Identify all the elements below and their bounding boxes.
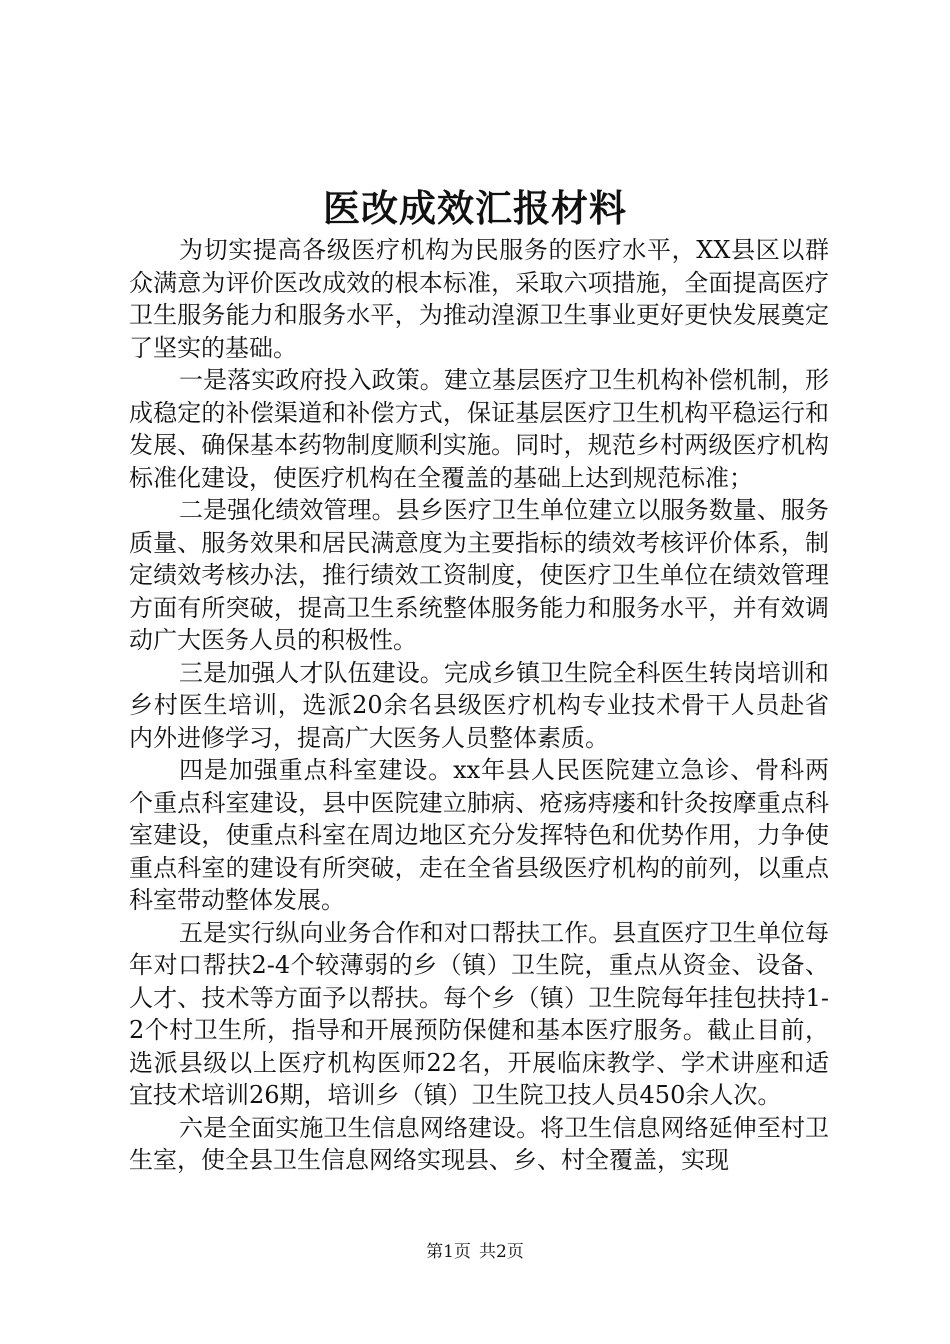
paragraph-measure-1: 一是落实政府投入政策。建立基层医疗卫生机构补偿机制，形成稳定的补偿渠道和补偿方式，保证基层医疗卫生机构平稳运行和发展、确保基本药物制度顺利实施。同时，规范乡村两级医疗机构标准化建设，使医疗机构在全覆盖的基础上达到规范标准； bbox=[129, 366, 829, 492]
document-title: 医改成效汇报材料 bbox=[323, 186, 627, 230]
page-footer bbox=[0, 1240, 950, 1264]
paragraph-intro: 为切实提高各级医疗机构为民服务的医疗水平，XX县区以群众满意为评价医改成效的根本标准，采取六项措施，全面提高医疗卫生服务能力和服务水平，为推动湟源卫生事业更好更快发展奠定了坚实的基础。 bbox=[129, 236, 829, 362]
paragraph-measure-4: 四是加强重点科室建设。xx年县人民医院建立急诊、骨科两个重点科室建设，县中医院建立肺病、疮疡痔瘘和针灸按摩重点科室建设，使重点科室在周边地区充分发挥特色和优势作用，力争使重点科室的建设有所突破，走在全省县级医疗机构的前列，以重点科室带动整体发展。 bbox=[129, 756, 829, 914]
document-body bbox=[129, 234, 829, 1177]
paragraph-measure-5: 五是实行纵向业务合作和对口帮扶工作。县直医疗卫生单位每年对口帮扶2-4个较薄弱的乡（镇）卫生院，重点从资金、设备、人才、技术等方面予以帮扶。每个乡（镇）卫生院每年挂包扶持1-2个村卫生所，指导和开展预防保健和基本医疗服务。截止目前，选派县级以上医疗机构医师22名，开展临床教学、学术讲座和适宜技术培训26期，培训乡（镇）卫生院卫技人员450余人次。 bbox=[129, 918, 829, 1109]
paragraph-measure-6: 六是全面实施卫生信息网络建设。将卫生信息网络延伸至村卫生室，使全县卫生信息网络实现县、乡、村全覆盖，实现 bbox=[129, 1113, 829, 1174]
paragraph-measure-3: 三是加强人才队伍建设。完成乡镇卫生院全科医生转岗培训和乡村医生培训，选派20余名县级医疗机构专业技术骨干人员赴省内外进修学习，提高广大医务人员整体素质。 bbox=[129, 658, 829, 752]
page-total: 共2页 bbox=[479, 1242, 524, 1262]
page-number: 第1页 bbox=[426, 1242, 471, 1262]
paragraph-measure-2: 二是强化绩效管理。县乡医疗卫生单位建立以服务数量、服务质量、服务效果和居民满意度为主要指标的绩效考核评价体系，制定绩效考核办法，推行绩效工资制度，使医疗卫生单位在绩效管理方面有所突破，提高卫生系统整体服务能力和服务水平，并有效调动广大医务人员的积极性。 bbox=[129, 496, 829, 654]
